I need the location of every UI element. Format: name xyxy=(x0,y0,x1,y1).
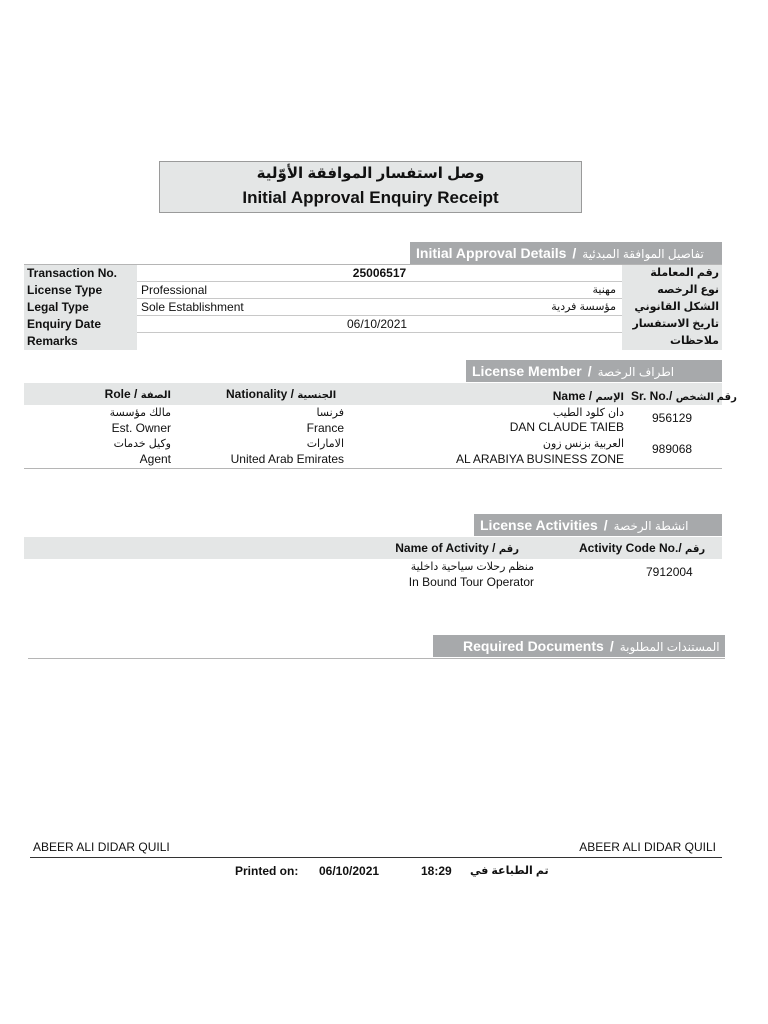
label-remarks: Remarks xyxy=(24,333,137,350)
header-sr-no-en: Sr. No. xyxy=(631,389,670,403)
section-license-member: License Member / اطراف الرخصة xyxy=(466,360,722,382)
header-activity-code-ar: رقم xyxy=(685,544,706,555)
section-initial-approval-details: Initial Approval Details / تفاصيل الموافقة المبدئية xyxy=(410,242,722,264)
value-remarks xyxy=(137,333,622,350)
header-sr-no: Sr. No./ رقم الشخص xyxy=(631,389,737,403)
section-title-ar: المستندات المطلوبة xyxy=(619,640,720,654)
section-title-en: License Activities xyxy=(480,517,598,533)
member-2-nationality-ar: الامارات xyxy=(306,438,344,450)
label-transaction-no-ar: رقم المعاملة xyxy=(622,265,722,282)
member-2-role-en: Agent xyxy=(139,452,171,466)
member-1-nationality-ar: فرنسا xyxy=(316,407,344,419)
member-2-name-ar: العربية بزنس زون xyxy=(542,438,624,450)
header-sr-no-ar: رقم الشخص xyxy=(675,392,737,403)
header-name-ar: الإسم xyxy=(595,392,624,403)
value-legal-type-en: Sole Establishment xyxy=(141,300,244,314)
member-2-nationality-en: United Arab Emirates xyxy=(230,452,344,466)
header-name: Name / الإسم xyxy=(552,389,624,403)
title-arabic: وصل استفسار الموافقة الأوّلية xyxy=(256,165,485,182)
label-license-type: License Type xyxy=(24,282,137,299)
header-nationality: Nationality / الجنسية xyxy=(226,387,337,401)
activity-1-code: 7912004 xyxy=(646,565,693,579)
header-nationality-ar: الجنسية xyxy=(297,390,337,401)
activity-1-name-ar: منظم رحلات سياحية داخلية xyxy=(410,561,534,573)
header-nationality-en: Nationality xyxy=(226,387,288,401)
section-title-en: Initial Approval Details xyxy=(416,245,567,261)
member-1-sr-no: 956129 xyxy=(652,411,693,425)
section-title-ar: تفاصيل الموافقة المبدئية xyxy=(582,247,704,261)
members-table-bottom-rule xyxy=(24,468,722,469)
section-title-ar: انشطة الرخصة xyxy=(613,519,689,533)
value-enquiry-date: 06/10/2021 xyxy=(137,316,622,333)
label-remarks-ar: ملاحظات xyxy=(622,333,722,350)
printed-time: 18:29 xyxy=(421,864,452,878)
activity-1-name-en: In Bound Tour Operator xyxy=(408,575,534,589)
label-enquiry-date-ar: تاريخ الاستفسار xyxy=(622,316,722,333)
label-enquiry-date: Enquiry Date xyxy=(24,316,137,333)
printed-on-label: Printed on: xyxy=(235,864,299,878)
member-2-sr-no: 989068 xyxy=(652,442,693,456)
member-2-name-en: AL ARABIYA BUSINESS ZONE xyxy=(455,452,624,466)
value-legal-type xyxy=(137,299,622,316)
header-activity-name-en: Name of Activity xyxy=(395,541,489,555)
member-1-name-ar: دان كلود الطيب xyxy=(552,407,624,419)
section-title-en: Required Documents xyxy=(463,638,604,654)
documents-divider xyxy=(28,658,725,659)
title-english: Initial Approval Enquiry Receipt xyxy=(242,188,499,207)
header-activity-code: Activity Code No./ رقم xyxy=(579,541,706,555)
label-license-type-ar: نوع الرخصه xyxy=(622,282,722,299)
header-name-en: Name xyxy=(552,389,586,403)
value-license-type xyxy=(137,282,622,299)
signer-right: ABEER ALI DIDAR QUILI xyxy=(579,840,716,854)
label-legal-type-ar: الشكل القانوني xyxy=(622,299,722,316)
section-title-ar: اطراف الرخصة xyxy=(597,365,675,379)
member-1-nationality-en: France xyxy=(306,421,344,435)
header-activity-code-en: Activity Code No. xyxy=(579,541,679,555)
header-role-en: Role xyxy=(104,387,131,401)
header-activity-name: Name of Activity / رقم xyxy=(395,541,519,555)
label-transaction-no: Transaction No. xyxy=(24,265,137,282)
label-legal-type: Legal Type xyxy=(24,299,137,316)
section-required-documents: Required Documents / المستندات المطلوبة xyxy=(433,635,725,657)
value-license-type-ar: مهنية xyxy=(592,284,616,296)
printed-on-label-ar: تم الطباعة في xyxy=(470,865,549,877)
section-license-activities: License Activities / انشطة الرخصة xyxy=(474,514,722,536)
header-role: Role / الصفة xyxy=(104,387,171,401)
header-activity-name-ar: رقم xyxy=(498,544,519,555)
header-role-ar: الصفة xyxy=(140,390,171,401)
member-1-name-en: DAN CLAUDE TAIEB xyxy=(509,420,624,434)
receipt-title-box xyxy=(159,161,582,213)
member-1-role-en: Est. Owner xyxy=(111,421,171,435)
section-title-en: License Member xyxy=(472,363,582,379)
signer-left: ABEER ALI DIDAR QUILI xyxy=(33,840,170,854)
printed-date: 06/10/2021 xyxy=(319,864,380,878)
member-1-role-ar: مالك مؤسسة xyxy=(109,407,171,419)
member-2-role-ar: وكيل خدمات xyxy=(113,438,171,450)
footer-divider xyxy=(30,857,722,858)
value-transaction-no: 25006517 xyxy=(137,265,622,282)
value-legal-type-ar: مؤسسة فردية xyxy=(551,301,616,313)
value-license-type-en: Professional xyxy=(141,283,208,297)
